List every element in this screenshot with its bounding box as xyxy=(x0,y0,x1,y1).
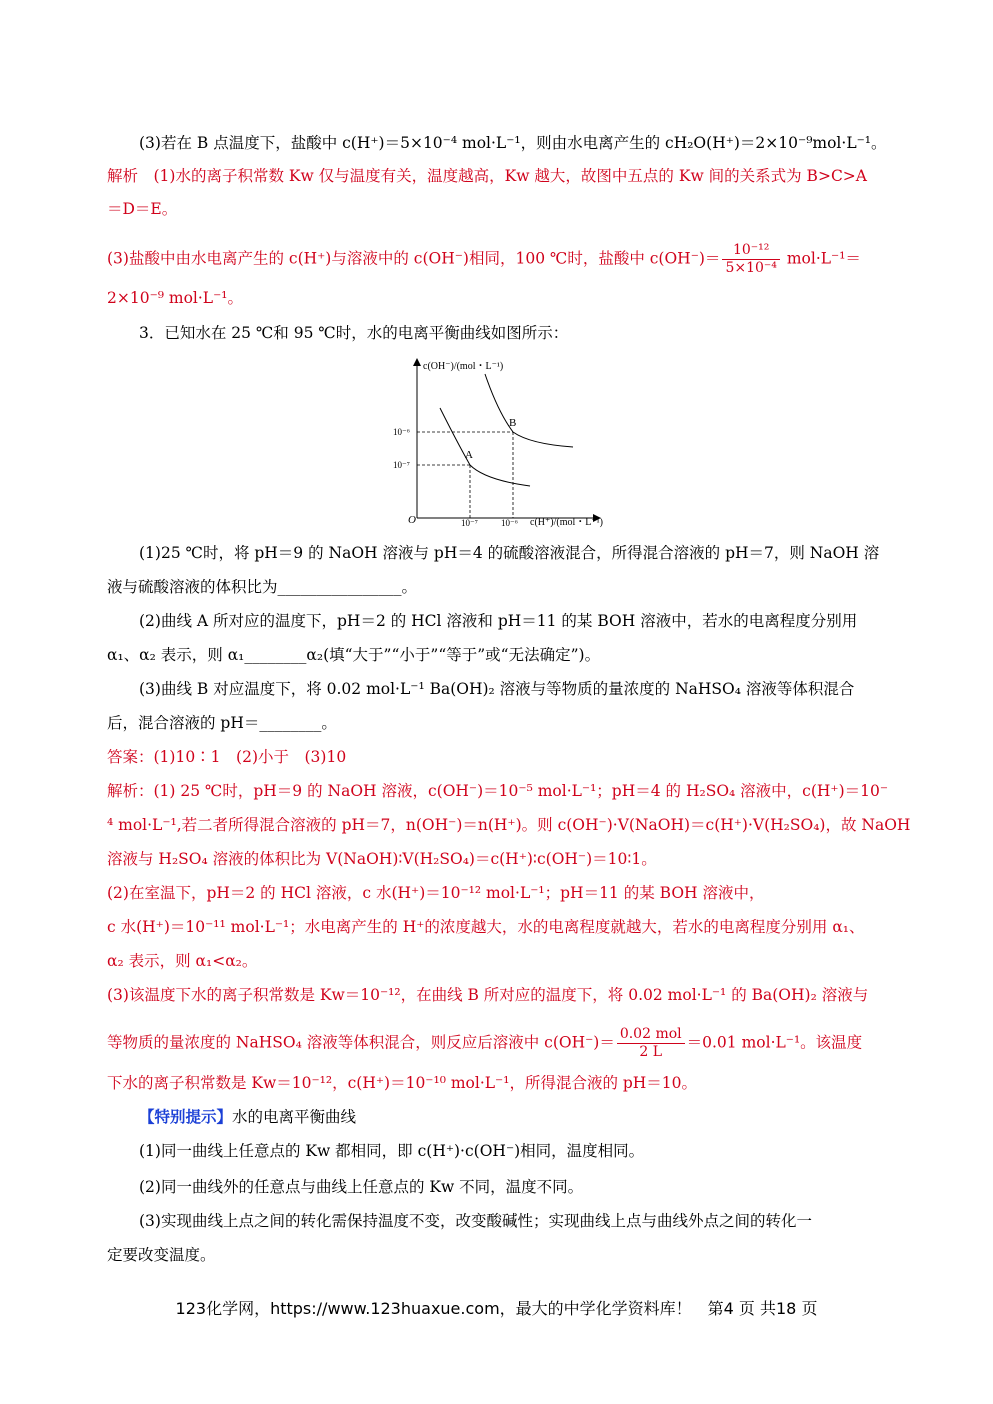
tip-heading xyxy=(139,1106,902,1128)
problem-3-title: 3．已知水在 25 ℃和 95 ℃时，水的电离平衡曲线如图所示： xyxy=(139,324,569,342)
solution-1-line-b: ⁴ mol·L⁻¹,若二者所得混合溶液的 pH＝7，n(OH⁻)＝n(H⁺)。则 c(OH⁻)·V(NaOH)＝c(H⁺)·V(H₂SO₄)，故 NaOH xyxy=(107,816,911,834)
tip-3-line-a: (3)实现曲线上点之间的转化需保持温度不变，改变酸碱性；实现曲线上点与曲线外点之间的转化一 xyxy=(139,1212,812,1230)
y-axis-label: c(OH⁻)/(mol・L⁻¹) xyxy=(423,361,504,372)
tip-label: 【特别提示】 xyxy=(139,1107,233,1126)
curve-b xyxy=(485,374,573,447)
x-axis-label: c(H⁺)/(mol・L⁻¹) xyxy=(530,517,603,528)
solution-1-line-c: 溶液与 H₂SO₄ 溶液的体积比为 V(NaOH)∶V(H₂SO₄)＝c(H⁺)∶c(OH⁻)＝10∶1。 xyxy=(107,850,657,868)
analysis-3-prefix: (3)盐酸中由水电离产生的 c(H⁺)与溶液中的 c(OH⁻)相同，100 ℃时，盐酸中 c(OH⁻)＝ xyxy=(107,249,721,268)
curve-b-label: B xyxy=(509,417,517,429)
solution-3-line-b xyxy=(107,1026,902,1061)
solution-3-fraction xyxy=(617,1026,685,1061)
solution-2-line-c: α₂ 表示，则 α₁<α₂。 xyxy=(107,952,258,970)
answer-line: 答案：(1)10∶1 (2)小于 (3)10 xyxy=(107,748,347,766)
tip-title: 水的电离平衡曲线 xyxy=(232,1108,357,1126)
problem-3-q1-line-b: 液与硫酸溶液的体积比为________________。 xyxy=(107,578,418,596)
problem-3-q3-line-a: (3)曲线 B 对应温度下，将 0.02 mol·L⁻¹ Ba(OH)₂ 溶液与等物质的量浓度的 NaHSO₄ 溶液等体积混合 xyxy=(139,680,855,698)
y-tick-1e-6: 10⁻⁶ xyxy=(393,427,410,437)
x-tick-1e-6: 10⁻⁶ xyxy=(501,518,518,528)
problem-3-q1-line-a: (1)25 ℃时，将 pH＝9 的 NaOH 溶液与 pH＝4 的硫酸溶液混合，所得混合溶液的 pH＝7，则 NaOH 溶 xyxy=(139,544,880,562)
analysis-3-line-b: 2×10⁻⁹ mol·L⁻¹。 xyxy=(107,289,243,307)
ionization-equilibrium-figure xyxy=(385,352,625,532)
analysis-1-line-b: ＝D＝E。 xyxy=(107,200,178,218)
analysis-3-suffix: mol·L⁻¹＝ xyxy=(781,249,861,268)
fraction-denominator: 2 L xyxy=(639,1044,663,1060)
tip-1: (1)同一曲线上任意点的 Kw 都相同，即 c(H⁺)·c(OH⁻)相同，温度相同。 xyxy=(139,1142,645,1160)
solution-3-line-c: 下水的离子积常数是 Kw＝10⁻¹²，c(H⁺)＝10⁻¹⁰ mol·L⁻¹，所得混合液的 pH＝10。 xyxy=(107,1074,698,1092)
question-3-text: (3)若在 B 点温度下，盐酸中 c(H⁺)＝5×10⁻⁴ mol·L⁻¹，则由水电离产生的 cH₂O(H⁺)＝2×10⁻⁹mol·L⁻¹。 xyxy=(139,134,887,152)
problem-3-q2-line-b: α₁、α₂ 表示，则 α₁________α₂(填“大于”“小于”“等于”或“无法确定”)。 xyxy=(107,646,601,664)
fraction-denominator: 5×10⁻⁴ xyxy=(725,260,777,276)
analysis-3-fraction xyxy=(722,242,779,277)
problem-3-q3-line-b: 后，混合溶液的 pH＝________。 xyxy=(107,714,337,732)
fraction-numerator: 0.02 mol xyxy=(617,1026,685,1044)
problem-3-q2-line-a: (2)曲线 A 所对应的温度下，pH＝2 的 HCl 溶液和 pH＝11 的某 BOH 溶液中，若水的电离程度分别用 xyxy=(139,612,858,630)
y-tick-1e-7: 10⁻⁷ xyxy=(393,460,410,470)
origin-label: O xyxy=(408,514,416,526)
fraction-numerator: 10⁻¹² xyxy=(722,242,779,260)
solution-2-line-b: c 水(H⁺)＝10⁻¹¹ mol·L⁻¹；水电离产生的 H⁺的浓度越大，水的电离程度就越大，若水的电离程度分别用 α₁、 xyxy=(107,918,865,936)
solution-3-line-a: (3)该温度下水的离子积常数是 Kw＝10⁻¹²，在曲线 B 所对应的温度下，将 0.02 mol·L⁻¹ 的 Ba(OH)₂ 溶液与 xyxy=(107,986,869,1004)
tip-2: (2)同一曲线外的任意点与曲线上任意点的 Kw 不同，温度不同。 xyxy=(139,1178,584,1196)
x-tick-1e-7: 10⁻⁷ xyxy=(461,518,478,528)
tip-3-line-b: 定要改变温度。 xyxy=(107,1246,216,1264)
solution-3-prefix: 等物质的量浓度的 NaHSO₄ 溶液等体积混合，则反应后溶液中 c(OH⁻)＝ xyxy=(107,1033,615,1052)
curve-a-label: A xyxy=(465,449,473,461)
page-footer: 123化学网，https://www.123huaxue.com，最大的中学化学资料库！ 第4 页 共18 页 xyxy=(175,1299,818,1318)
solution-1-line-a: 解析：(1) 25 ℃时，pH＝9 的 NaOH 溶液，c(OH⁻)＝10⁻⁵ mol·L⁻¹；pH＝4 的 H₂SO₄ 溶液中，c(H⁺)＝10⁻ xyxy=(107,782,889,800)
solution-2-line-a: (2)在室温下，pH＝2 的 HCl 溶液，c 水(H⁺)＝10⁻¹² mol·L⁻¹；pH＝11 的某 BOH 溶液中， xyxy=(107,884,765,902)
curve-a xyxy=(440,408,530,486)
solution-3-suffix: ＝0.01 mol·L⁻¹。该温度 xyxy=(686,1033,863,1052)
analysis-1-line-a: 解析 (1)水的离子积常数 Kw 仅与温度有关，温度越高，Kw 越大，故图中五点的 Kw 间的关系式为 B>C>A xyxy=(107,167,867,185)
analysis-3-line-a xyxy=(107,242,902,277)
